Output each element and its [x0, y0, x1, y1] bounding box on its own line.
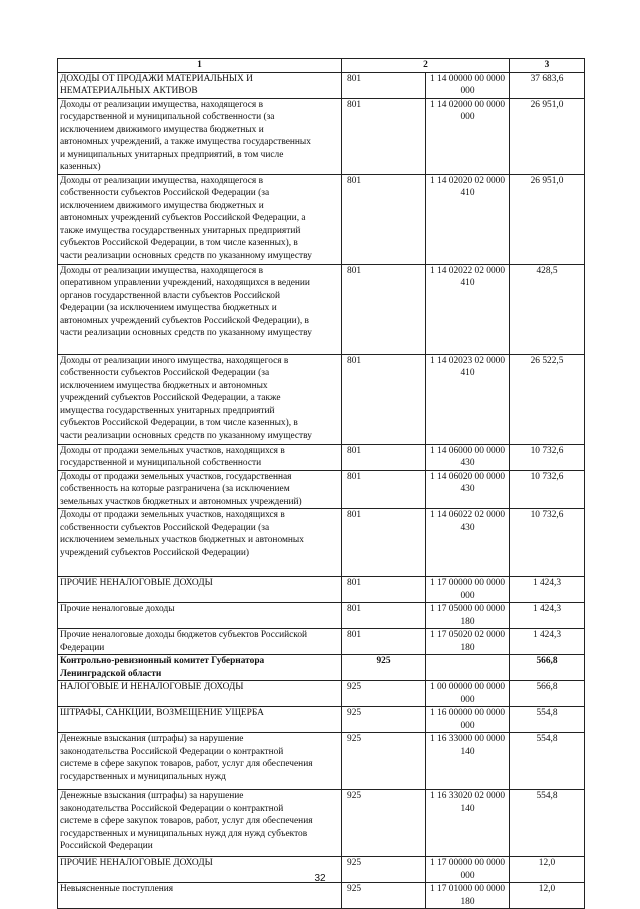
row-budget-code: 1 00 00000 00 0000 000	[426, 681, 510, 707]
row-budget-code: 1 17 05020 02 0000 180	[426, 629, 510, 655]
row-amount: 554,8	[510, 707, 585, 733]
row-budget-code: 1 17 00000 00 0000 000	[426, 857, 510, 883]
table-row	[58, 174, 585, 264]
revenue-table-body	[58, 59, 585, 909]
table-row	[58, 707, 585, 733]
table-row	[58, 444, 585, 470]
row-admin-code: 925	[342, 707, 426, 733]
row-amount: 37 683,6	[510, 72, 585, 98]
table-row	[58, 72, 585, 98]
row-name: ШТРАФЫ, САНКЦИИ, ВОЗМЕЩЕНИЕ УЩЕРБА	[58, 707, 342, 733]
row-budget-code: 1 14 06022 02 0000 430	[426, 509, 510, 577]
row-budget-code: 1 16 00000 00 0000 000	[426, 707, 510, 733]
row-name: ПРОЧИЕ НЕНАЛОГОВЫЕ ДОХОДЫ	[58, 857, 342, 883]
row-budget-code: 1 14 00000 00 0000 000	[426, 72, 510, 98]
row-name: Прочие неналоговые доходы бюджетов субъектов Российской Федерации	[58, 629, 342, 655]
row-budget-code: 1 17 00000 00 0000 000	[426, 577, 510, 603]
table-row	[58, 264, 585, 354]
row-name: Денежные взыскания (штрафы) за нарушение законодательства Российской Федерации о контрактной системе в сфере закупок товаров, работ, услуг для обеспечения государственных и муниципальных нужд	[58, 733, 342, 790]
row-admin-code: 801	[342, 470, 426, 509]
row-amount: 1 424,3	[510, 603, 585, 629]
row-name: Доходы от продажи земельных участков, государственная собственность на которые разграничена (за исключением земельных участков бюджетных и автономных учреждений)	[58, 470, 342, 509]
row-name: Прочие неналоговые доходы	[58, 603, 342, 629]
table-row	[58, 733, 585, 790]
row-name: Невыясненные поступления	[58, 883, 342, 909]
row-budget-code: 1 14 02023 02 0000 410	[426, 354, 510, 444]
row-name: Доходы от реализации имущества, находящегося в оперативном управлении учреждений, находящихся в ведении органов государственной власти субъектов Российской Федерации (за исключением имущества бюджетных и автономных учреждений субъектов Российской Федерации), в части реализации основных средств по указанному имуществу	[58, 264, 342, 354]
row-budget-code: 1 17 01000 00 0000 180	[426, 883, 510, 909]
row-amount: 10 732,6	[510, 444, 585, 470]
row-name: ПРОЧИЕ НЕНАЛОГОВЫЕ ДОХОДЫ	[58, 577, 342, 603]
page-number: 32	[314, 873, 326, 884]
revenue-table	[57, 58, 585, 909]
header-col-1: 1	[58, 59, 342, 73]
row-amount: 1 424,3	[510, 577, 585, 603]
row-admin-code: 925	[342, 857, 426, 883]
row-amount: 26 951,0	[510, 174, 585, 264]
row-admin-code: 925	[342, 883, 426, 909]
row-admin-code: 925	[342, 655, 426, 681]
table-row	[58, 655, 585, 681]
row-name: Доходы от реализации иного имущества, находящегося в собственности субъектов Российской Федерации (за исключением имущества бюджетных и автономных учреждений субъектов Российской Федерации, а также имущества государственных унитарных предприятий субъектов Российской Федерации, в том числе казенных), в части реализации основных средств по указанному имуществу	[58, 354, 342, 444]
row-admin-code: 801	[342, 577, 426, 603]
row-admin-code: 801	[342, 72, 426, 98]
table-row	[58, 681, 585, 707]
row-admin-code: 925	[342, 733, 426, 790]
row-budget-code: 1 14 02000 00 0000 000	[426, 98, 510, 174]
row-amount: 10 732,6	[510, 470, 585, 509]
row-name: Доходы от реализации имущества, находящегося в собственности субъектов Российской Федерации (за исключением движимого имущества бюджетных и автономных учреждений субъектов Российской Федерации, а также имущества государственных унитарных предприятий субъектов Российской Федерации, в том числе казенных), в части реализации основных средств по указанному имуществу	[58, 174, 342, 264]
row-amount: 1 424,3	[510, 629, 585, 655]
row-amount: 566,8	[510, 655, 585, 681]
table-row	[58, 354, 585, 444]
row-admin-code: 801	[342, 603, 426, 629]
row-budget-code: 1 14 06000 00 0000 430	[426, 444, 510, 470]
row-amount: 26 951,0	[510, 98, 585, 174]
row-amount: 12,0	[510, 883, 585, 909]
row-admin-code: 801	[342, 98, 426, 174]
row-budget-code: 1 14 02022 02 0000 410	[426, 264, 510, 354]
row-name: Контрольно-ревизионный комитет Губернатора Ленинградской области	[58, 655, 342, 681]
row-admin-code: 801	[342, 444, 426, 470]
row-amount: 554,8	[510, 790, 585, 857]
table-row	[58, 509, 585, 577]
row-name: Доходы от реализации имущества, находящегося в государственной и муниципальной собственности (за исключением движимого имущества бюджетных и автономных учреждений, а также имущества государственных и муниципальных унитарных предприятий, в том числе казенных)	[58, 98, 342, 174]
row-budget-code	[426, 655, 510, 681]
row-admin-code: 801	[342, 264, 426, 354]
row-amount: 428,5	[510, 264, 585, 354]
row-budget-code: 1 17 05000 00 0000 180	[426, 603, 510, 629]
row-budget-code: 1 14 06020 00 0000 430	[426, 470, 510, 509]
header-col-3: 3	[510, 59, 585, 73]
row-name: Доходы от продажи земельных участков, находящихся в государственной и муниципальной собственности	[58, 444, 342, 470]
row-name: НАЛОГОВЫЕ И НЕНАЛОГОВЫЕ ДОХОДЫ	[58, 681, 342, 707]
table-row	[58, 790, 585, 857]
row-budget-code: 1 16 33000 00 0000 140	[426, 733, 510, 790]
table-row	[58, 98, 585, 174]
row-admin-code: 801	[342, 174, 426, 264]
row-admin-code: 801	[342, 629, 426, 655]
row-name: ДОХОДЫ ОТ ПРОДАЖИ МАТЕРИАЛЬНЫХ И НЕМАТЕРИАЛЬНЫХ АКТИВОВ	[58, 72, 342, 98]
row-amount: 26 522,5	[510, 354, 585, 444]
header-col-2: 2	[342, 59, 510, 73]
table-header-row	[58, 59, 585, 73]
row-amount: 10 732,6	[510, 509, 585, 577]
row-budget-code: 1 16 33020 02 0000 140	[426, 790, 510, 857]
row-admin-code: 925	[342, 790, 426, 857]
row-amount: 554,8	[510, 733, 585, 790]
row-amount: 12,0	[510, 857, 585, 883]
table-row	[58, 577, 585, 603]
row-admin-code: 801	[342, 354, 426, 444]
row-name: Денежные взыскания (штрафы) за нарушение законодательства Российской Федерации о контрактной системе в сфере закупок товаров, работ, услуг для обеспечения государственных и муниципальных нужд для нужд субъектов Российской Федерации	[58, 790, 342, 857]
row-budget-code: 1 14 02020 02 0000 410	[426, 174, 510, 264]
row-amount: 566,8	[510, 681, 585, 707]
table-row	[58, 629, 585, 655]
row-admin-code: 801	[342, 509, 426, 577]
row-admin-code: 925	[342, 681, 426, 707]
row-name: Доходы от продажи земельных участков, находящихся в собственности субъектов Российской Федерации (за исключением земельных участков бюджетных и автономных учреждений субъектов Российской Федерации)	[58, 509, 342, 577]
table-row	[58, 603, 585, 629]
table-row	[58, 470, 585, 509]
